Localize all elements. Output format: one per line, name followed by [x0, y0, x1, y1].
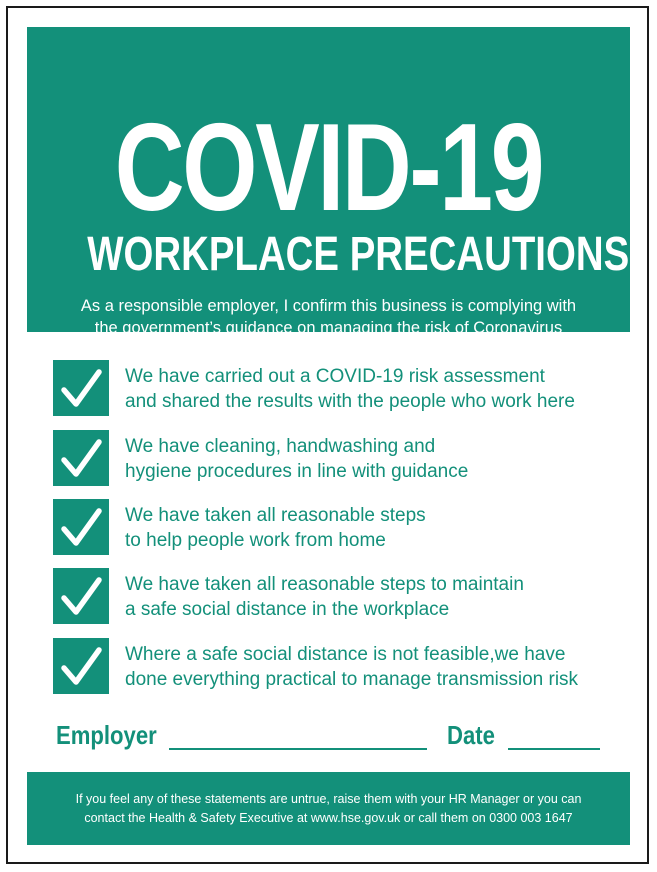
signature-row	[56, 720, 616, 752]
date-label: Date	[447, 720, 495, 750]
checklist-item-line-2: to help people work from home	[125, 530, 386, 551]
date-signature-line[interactable]	[508, 748, 600, 750]
footer-line-1: If you feel any of these statements are untrue, raise them with your HR Manager or you can	[75, 792, 582, 806]
checkmark-icon	[53, 430, 109, 486]
intro-text	[37, 295, 620, 339]
page-subtitle: WORKPLACE PRECAUTIONS	[87, 228, 630, 281]
checklist-item-text	[125, 572, 524, 622]
intro-line-2: the government’s guidance on managing the risk of Coronavirus	[94, 319, 563, 337]
checklist-item-line-2: a safe social distance in the workplace	[125, 599, 450, 620]
page-title: COVID-19	[114, 99, 543, 237]
checklist-item	[53, 430, 633, 486]
employer-label: Employer	[56, 720, 157, 750]
checkmark-icon	[53, 568, 109, 624]
checklist-item	[53, 568, 633, 624]
checklist-item-text	[125, 642, 578, 692]
checklist-item-line-1: We have carried out a COVID-19 risk assessment	[125, 366, 545, 387]
footer-text	[37, 790, 620, 828]
footer-line-2: contact the Health & Safety Executive at www.hse.gov.uk or call them on 0300 003 1647	[84, 811, 573, 825]
checklist-item	[53, 638, 633, 694]
checklist-item-line-1: We have cleaning, handwashing and	[125, 436, 436, 457]
intro-line-1: As a responsible employer, I confirm this business is complying with	[80, 297, 577, 315]
checklist-item-line-1: Where a safe social distance is not feasible,we have	[125, 644, 566, 665]
employer-signature-line[interactable]	[169, 748, 427, 750]
header-panel	[27, 27, 630, 337]
checklist-item-line-1: We have taken all reasonable steps	[125, 505, 426, 526]
checklist-item	[53, 499, 633, 555]
footer-panel	[27, 772, 630, 845]
checkmark-icon	[53, 638, 109, 694]
checklist-item-line-2: hygiene procedures in line with guidance	[125, 461, 469, 482]
checklist-item-text	[125, 434, 468, 484]
checklist-item-text	[125, 503, 426, 553]
checklist-item	[53, 360, 633, 416]
checklist-item-line-2: done everything practical to manage transmission risk	[125, 669, 579, 690]
checklist-item-line-2: and shared the results with the people who work here	[125, 391, 575, 412]
checklist-item-text	[125, 364, 575, 414]
checkmark-icon	[53, 360, 109, 416]
checkmark-icon	[53, 499, 109, 555]
checklist-item-line-1: We have taken all reasonable steps to maintain	[125, 574, 524, 595]
